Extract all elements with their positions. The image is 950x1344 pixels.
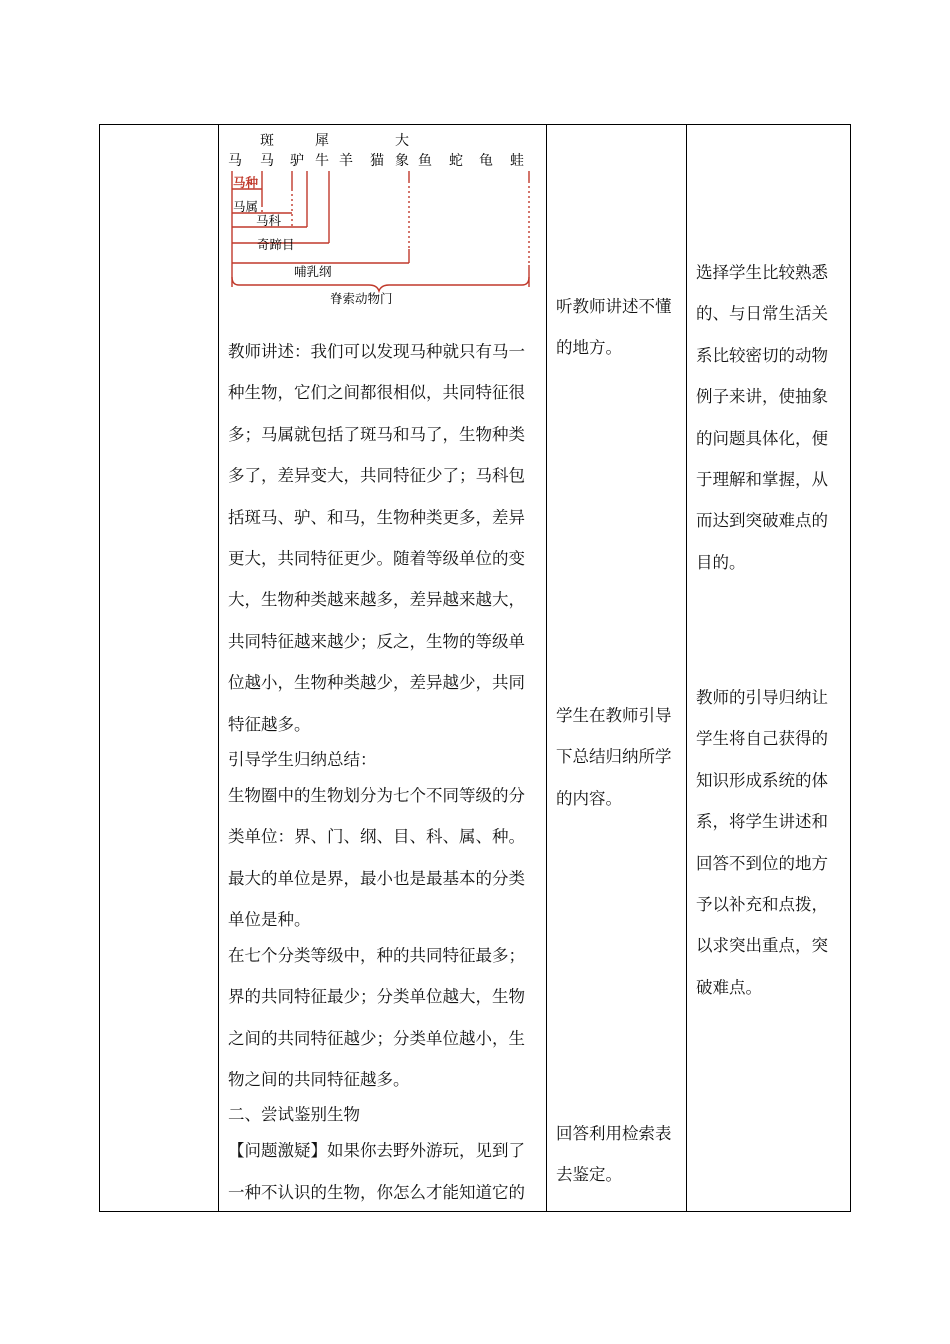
animal-label: 马 <box>228 153 242 169</box>
design-intent-line: 目的。 <box>696 552 746 572</box>
animal-label: 犀牛 <box>315 133 329 169</box>
student-activity-line: 听教师讲述不懂 <box>556 297 672 316</box>
classification-diagram <box>219 125 546 325</box>
summary-title: 引导学生归纳总结： <box>228 750 377 770</box>
narration-line: 大，生物种类越来越多，差异越来越大， <box>228 590 525 610</box>
bracket-lines <box>232 171 529 291</box>
design-intent-line: 于理解和掌握，从 <box>696 470 828 490</box>
narration-line: 括斑马、驴、和马，生物种类更多，差异 <box>228 507 525 527</box>
student-activity-line: 的内容。 <box>556 788 622 808</box>
student-activity-line: 学生在教师引导 <box>556 706 672 725</box>
design-intent-line: 系比较密切的动物 <box>696 345 828 365</box>
student-activity-column <box>547 125 686 1211</box>
teacher-activity-column <box>219 125 546 1211</box>
level-phylum: 脊索动物门 <box>330 291 393 306</box>
student-activity-line: 下总结归纳所学 <box>556 747 672 767</box>
design-intent-line: 回答不到位的地方 <box>696 853 828 873</box>
question-line: 一种不认识的生物，你怎么才能知道它的 <box>228 1182 525 1202</box>
animal-label: 猫 <box>370 153 384 169</box>
level-class: 哺乳纲 <box>294 264 332 279</box>
animal-label: 龟 <box>479 153 493 169</box>
animal-label: 大象 <box>395 133 409 169</box>
student-activity-line: 回答利用检索表 <box>556 1124 672 1143</box>
narration-line: 多了，差异变大，共同特征少了；马科包 <box>228 466 525 486</box>
narration-line: 位越小，生物种类越少，差异越少，共同 <box>228 673 525 693</box>
level-family: 马科 <box>256 213 282 228</box>
lesson-table <box>99 124 851 1212</box>
narration-line: 多；马属就包括了斑马和马了，生物种类 <box>228 424 525 444</box>
animal-label: 驴 <box>290 153 304 169</box>
narration-line: 种生物，它们之间都很相似，共同特征很 <box>228 383 525 403</box>
design-intent-line: 学生将自己获得的 <box>696 729 828 749</box>
animal-label: 鱼 <box>418 153 432 169</box>
design-intent-line: 例子来讲，使抽象 <box>696 387 828 407</box>
stage-column <box>100 125 218 1211</box>
feature-line: 界的共同特征最少；分类单位越大，生物 <box>228 987 525 1007</box>
narration-line: 更大，共同特征更少。随着等级单位的变 <box>228 549 525 569</box>
question-line: 【问题激疑】如果你去野外游玩，见到了 <box>228 1141 525 1161</box>
design-intent-line: 予以补充和点拨， <box>696 895 828 915</box>
feature-line: 在七个分类等级中，种的共同特征最多； <box>228 945 525 965</box>
animal-label: 蛙 <box>510 153 524 169</box>
student-activity-line: 的地方。 <box>556 338 622 358</box>
design-intent-line: 的、与日常生活关 <box>696 304 828 324</box>
level-species: 马种 <box>233 175 259 190</box>
design-intent-line: 教师的引导归纳让 <box>696 688 828 707</box>
narration-line: 共同特征越来越少；反之，生物的等级单 <box>228 631 525 651</box>
teacher-narration <box>228 331 533 1213</box>
level-genus: 马属 <box>233 199 259 214</box>
summary-line: 最大的单位是界，最小也是最基本的分类 <box>228 868 525 888</box>
summary-line: 类单位：界、门、纲、目、科、属、种。 <box>228 827 525 847</box>
design-intent-line: 以求突出重点，突 <box>696 936 828 956</box>
feature-line: 物之间的共同特征越多。 <box>228 1069 410 1089</box>
section-title: 二、尝试鉴别生物 <box>228 1105 360 1125</box>
design-intent-line: 选择学生比较熟悉 <box>696 263 828 282</box>
design-intent-line: 系，将学生讲述和 <box>696 812 828 832</box>
summary-line: 生物圈中的生物划分为七个不同等级的分 <box>228 786 525 806</box>
design-intent-column <box>687 125 852 1211</box>
animal-label: 羊 <box>339 153 353 169</box>
summary-line: 单位是种。 <box>228 910 311 930</box>
design-intent-line: 破难点。 <box>696 977 762 997</box>
student-activity-line: 去鉴定。 <box>556 1165 622 1185</box>
design-intent-line: 而达到突破难点的 <box>696 511 828 531</box>
level-order: 奇蹄目 <box>257 237 295 252</box>
design-intent-line: 的问题具体化，便 <box>696 428 828 448</box>
narration-line: 教师讲述：我们可以发现马种就只有马一 <box>228 342 525 361</box>
narration-line: 特征越多。 <box>228 714 311 734</box>
design-intent-line: 知识形成系统的体 <box>696 770 828 790</box>
animal-label: 蛇 <box>449 153 463 169</box>
feature-line: 之间的共同特征越少；分类单位越小，生 <box>228 1028 525 1048</box>
animal-label: 斑马 <box>260 133 274 169</box>
